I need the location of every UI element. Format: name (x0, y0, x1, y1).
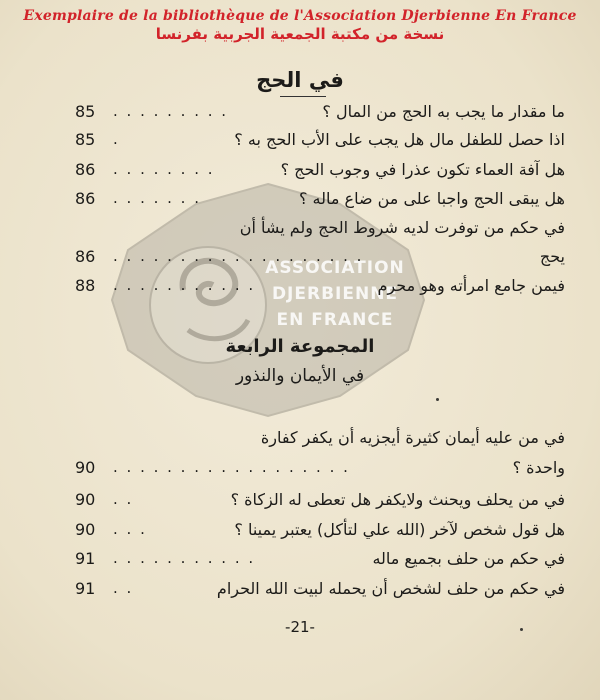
toc-entry-text: هل آفة العماء تكون عذرا في وجوب الحج ؟ (280, 160, 565, 179)
toc-leader-dots: . . (113, 579, 134, 597)
toc-entry-text: في حكم من حلف لشخص أن يحمله لبيت الله الحرام (216, 579, 565, 598)
toc-entry (75, 579, 565, 607)
page-number: -21- (285, 618, 315, 636)
toc-entry (75, 490, 565, 518)
section-subtitle-oaths: في الأيمان والنذور (235, 366, 365, 386)
toc-leader-dots: . . . . . . . . . (113, 102, 229, 120)
toc-entry-text: ما مقدار ما يجب به الحج من المال ؟ (322, 102, 565, 121)
toc-entry-text: يحج (539, 247, 565, 266)
watermark-line-2: DJERBIENNE (271, 284, 399, 304)
toc-page-number: 85 (75, 102, 96, 121)
toc-entry-text: في حكم من حلف بجميع ماله (372, 549, 565, 568)
toc-entry-text: هل يبقى الحج واجبا على من ضاع ماله ؟ (298, 189, 565, 208)
toc-entry-text: في حكم من توفرت لديه شروط الحج ولم يشأ أن (239, 218, 565, 237)
toc-page-number: 90 (75, 520, 96, 539)
toc-entry-text: في من يحلف ويحنث ولايكفر هل تعطى له الزكاة ؟ (230, 490, 565, 509)
stamp-french-text: Exemplaire de la bibliothèque de l'Association Djerbienne En France (23, 8, 577, 24)
toc-entry (75, 549, 565, 577)
toc-leader-dots: . . . . . . . . . . . . . . . . . . (113, 458, 350, 476)
toc-leader-dots: . . . . . . . . (113, 160, 215, 178)
toc-leader-dots: . . . . . . . . . . . . . . . . . . . (113, 247, 364, 265)
toc-leader-dots: . (113, 130, 120, 148)
toc-entry (75, 160, 565, 188)
toc-page-number: 85 (75, 130, 96, 149)
section-title-group-4: المجموعة الرابعة (225, 336, 375, 357)
toc-leader-dots: . . . . . . . . . . . (113, 276, 256, 294)
toc-entry (75, 247, 565, 275)
toc-page-number: 86 (75, 160, 96, 179)
toc-entry (75, 276, 565, 304)
ink-speck (520, 628, 523, 631)
toc-leader-dots: . . . (113, 520, 147, 538)
toc-page-number: 88 (75, 276, 96, 295)
toc-leader-dots: . . (113, 490, 134, 508)
toc-entry (75, 520, 565, 548)
toc-entry-text: واحدة ؟ (512, 458, 565, 477)
toc-entry (75, 458, 565, 486)
toc-page-number: 90 (75, 458, 96, 477)
toc-page-number: 91 (75, 549, 96, 568)
toc-entry (75, 189, 565, 217)
toc-page-number: 86 (75, 247, 96, 266)
library-stamp (0, 8, 600, 43)
toc-entry (75, 102, 565, 130)
title-underline (280, 96, 326, 97)
toc-entry (75, 130, 565, 158)
toc-entry-text: في من عليه أيمان كثيرة أيجزيه أن يكفر كفارة (260, 428, 565, 447)
toc-entry (75, 218, 565, 246)
ink-speck (436, 398, 439, 401)
toc-entry (75, 428, 565, 456)
toc-page-number: 90 (75, 490, 96, 509)
toc-leader-dots: . . . . . . . . . . . (113, 549, 256, 567)
toc-entry-text: هل قول شخص لآخر (الله علي لتأكل) يعتبر يمينا ؟ (234, 520, 565, 539)
watermark-line-3: EN FRANCE (276, 310, 394, 330)
watermark-line-1: ASSOCIATION (265, 258, 405, 278)
toc-leader-dots: . . . . . . . (113, 189, 201, 207)
stamp-arabic-text: نسخة من مكتبة الجمعية الجربية بفرنسا (155, 25, 445, 43)
section-title-hajj: في الحج (256, 68, 344, 92)
toc-page-number: 91 (75, 579, 96, 598)
toc-page-number: 86 (75, 189, 96, 208)
toc-entry-text: فيمن جامع امرأته وهو محرم (377, 276, 565, 295)
toc-entry-text: اذا حصل للطفل مال هل يجب على الأب الحج به ؟ (234, 130, 565, 149)
